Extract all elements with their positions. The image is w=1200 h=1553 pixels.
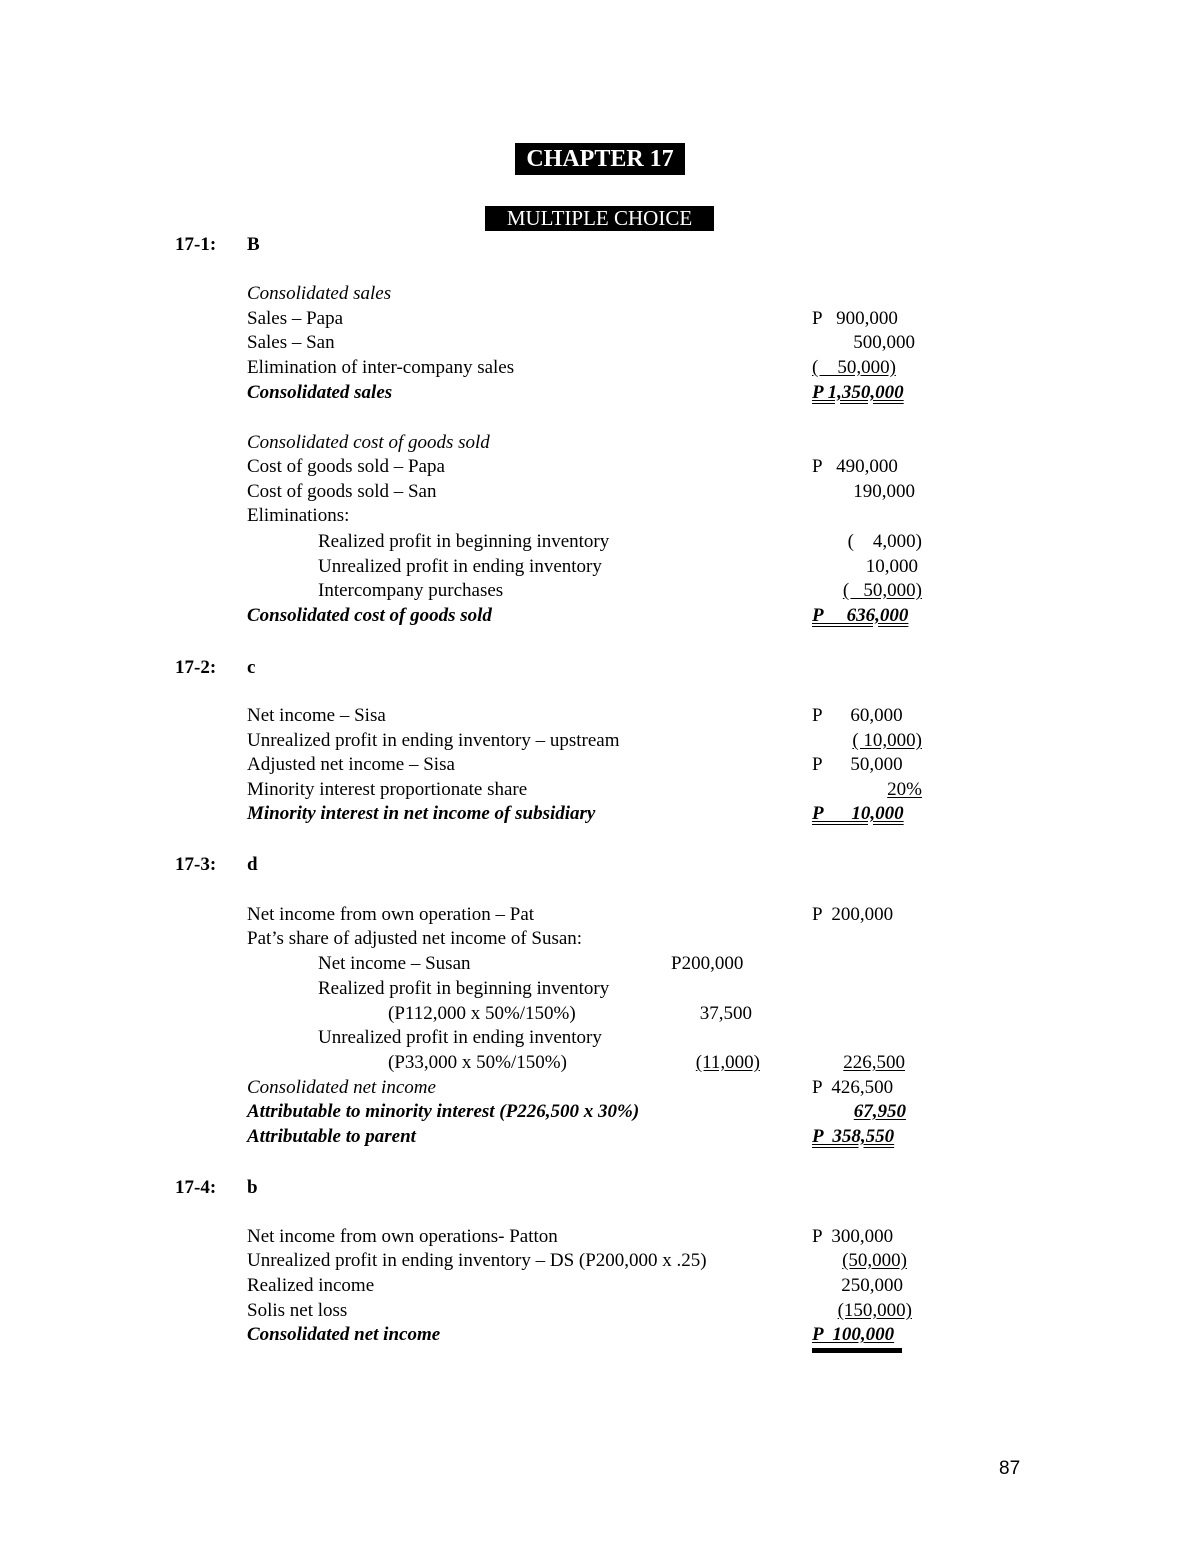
total-label: Attributable to minority interest (P226,500 x 30%): [247, 1101, 640, 1122]
line-label: Realized profit in beginning inventory: [318, 978, 610, 999]
line-amount: ( 50,000): [842, 580, 922, 601]
question-number: 17-1:: [175, 234, 217, 255]
section-heading: Consolidated cost of goods sold: [247, 432, 490, 453]
line-amount: P 200,000: [812, 904, 894, 925]
line-label: Sales – Papa: [247, 308, 344, 329]
question-number: 17-4:: [175, 1177, 217, 1198]
question-number: 17-3:: [175, 854, 217, 875]
line-amount: P 300,000: [812, 1226, 894, 1247]
line-amount: P 60,000: [812, 705, 903, 726]
total-label: Consolidated sales: [247, 382, 393, 403]
line-amount: 500,000: [853, 332, 915, 353]
line-amount: P 50,000: [812, 754, 903, 775]
total-amount: P 358,550: [812, 1126, 895, 1147]
line-label: Minority interest proportionate share: [247, 779, 528, 800]
line-amount: 190,000: [853, 481, 915, 502]
line-label: Realized profit in beginning inventory: [318, 531, 610, 552]
question-answer: B: [247, 234, 260, 255]
line-amount: ( 4,000): [847, 531, 922, 552]
total-label: Attributable to parent: [247, 1126, 416, 1147]
section-title: MULTIPLE CHOICE: [485, 206, 714, 231]
line-label: Adjusted net income – Sisa: [247, 754, 455, 775]
line-amount: ( 50,000): [812, 357, 896, 378]
line-label: Unrealized profit in ending inventory – upstream: [247, 730, 620, 751]
line-label: Unrealized profit in ending inventory: [318, 1027, 602, 1048]
line-label: Solis net loss: [247, 1300, 348, 1321]
total-amount: P 1,350,000: [812, 382, 904, 403]
line-amount: 10,000: [865, 556, 918, 577]
total-amount: P 100,000: [812, 1324, 895, 1345]
line-label: Net income from own operation – Pat: [247, 904, 535, 925]
line-label: (P33,000 x 50%/150%): [388, 1052, 567, 1073]
total-amount: P 636,000: [812, 605, 909, 626]
line-amount: 37,500: [699, 1003, 752, 1024]
total-label: Consolidated cost of goods sold: [247, 605, 492, 626]
line-label: Cost of goods sold – Papa: [247, 456, 445, 477]
line-amount: 250,000: [841, 1275, 903, 1296]
page-number: 87: [999, 1458, 1021, 1479]
line-label: Net income from own operations- Patton: [247, 1226, 558, 1247]
question-answer: c: [247, 657, 256, 678]
line-amount: ( 10,000): [852, 730, 922, 751]
line-amount: (150,000): [837, 1300, 912, 1321]
line-label: (P112,000 x 50%/150%): [388, 1003, 576, 1024]
chapter-title: CHAPTER 17: [515, 143, 685, 175]
line-label: Cost of goods sold – San: [247, 481, 437, 502]
line-label: Pat’s share of adjusted net income of Susan:: [247, 928, 583, 949]
line-amount: P200,000: [671, 953, 744, 974]
line-label: Intercompany purchases: [318, 580, 504, 601]
question-answer: b: [247, 1177, 258, 1198]
line-amount: 226,500: [843, 1052, 905, 1073]
total-label: Minority interest in net income of subsidiary: [247, 803, 596, 824]
line-amount: 20%: [887, 779, 922, 800]
line-label: Eliminations:: [247, 505, 350, 526]
line-amount: P 490,000: [812, 456, 898, 477]
total-label: Consolidated net income: [247, 1324, 441, 1345]
total-amount: P 10,000: [812, 803, 904, 824]
line-label: Net income – Susan: [318, 953, 471, 974]
line-label: Net income – Sisa: [247, 705, 386, 726]
total-label: Consolidated net income: [247, 1077, 436, 1098]
line-label: Unrealized profit in ending inventory: [318, 556, 602, 577]
section-heading: Consolidated sales: [247, 283, 392, 304]
line-amount: P 900,000: [812, 308, 898, 329]
line-label: Unrealized profit in ending inventory – DS (P200,000 x .25): [247, 1250, 707, 1271]
line-label: Elimination of inter-company sales: [247, 357, 515, 378]
question-answer: d: [247, 854, 258, 875]
total-amount: 67,950: [853, 1101, 906, 1122]
line-amount: (50,000): [842, 1250, 907, 1271]
total-underline: [812, 1348, 902, 1353]
total-amount: P 426,500: [812, 1077, 894, 1098]
line-amount: (11,000): [695, 1052, 760, 1073]
question-number: 17-2:: [175, 657, 217, 678]
line-label: Realized income: [247, 1275, 375, 1296]
line-label: Sales – San: [247, 332, 335, 353]
